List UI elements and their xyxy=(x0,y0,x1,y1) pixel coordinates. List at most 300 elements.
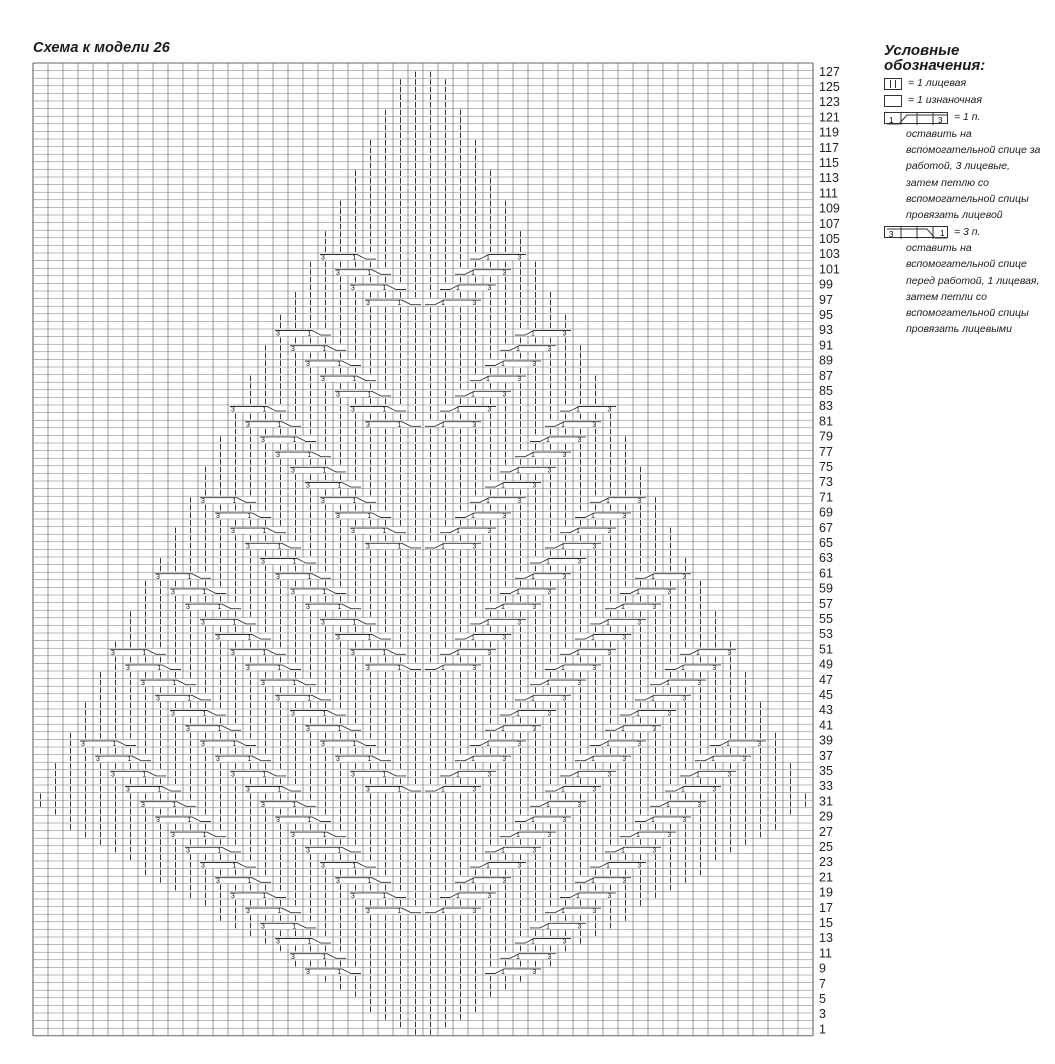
row-number: 87 xyxy=(819,368,833,383)
cable-label-1: 1 xyxy=(516,832,520,840)
cable-label-1: 1 xyxy=(636,832,640,840)
cable-label-3: 3 xyxy=(547,589,552,596)
cable-label-3: 3 xyxy=(336,269,340,277)
cable-label-3: 3 xyxy=(502,269,507,277)
row-number: 31 xyxy=(819,794,833,809)
row-number: 35 xyxy=(819,764,833,778)
cable-label-3: 3 xyxy=(727,649,732,657)
cable-label-3: 3 xyxy=(321,741,325,748)
legend-title: Условные обозначения: xyxy=(884,42,986,74)
cable-label-1: 1 xyxy=(247,877,252,885)
cable-label-1: 1 xyxy=(277,665,282,672)
row-number: 127 xyxy=(819,64,840,79)
cable-label-3: 3 xyxy=(592,421,597,429)
cable-right-icon-label-1: 1 xyxy=(940,228,945,238)
knit-stitch-icon xyxy=(884,78,902,90)
cable-label-3: 3 xyxy=(171,589,175,596)
row-number: 111 xyxy=(819,186,839,201)
legend-cable-right-text: = 3 п. xyxy=(954,225,981,238)
cable-label-1: 1 xyxy=(516,953,520,961)
cable-label-3: 3 xyxy=(186,604,190,612)
cable-label-3: 3 xyxy=(291,953,295,961)
cable-label-3: 3 xyxy=(607,893,612,900)
cable-label-3: 3 xyxy=(712,665,717,672)
cable-label-3: 3 xyxy=(562,452,567,460)
row-number: 125 xyxy=(819,80,840,94)
cable-label-1: 1 xyxy=(546,801,550,809)
cable-label-1: 1 xyxy=(202,589,207,596)
row-number: 65 xyxy=(819,536,833,550)
cable-label-3: 3 xyxy=(306,361,310,368)
cable-label-1: 1 xyxy=(651,695,655,703)
cable-label-1: 1 xyxy=(187,817,192,824)
cable-label-3: 3 xyxy=(502,513,507,520)
cable-label-1: 1 xyxy=(367,269,372,277)
cable-label-3: 3 xyxy=(727,771,732,779)
cable-label-1: 1 xyxy=(322,589,327,596)
cable-label-3: 3 xyxy=(697,680,702,688)
cable-label-3: 3 xyxy=(156,817,160,824)
cable-label-3: 3 xyxy=(517,376,522,384)
cable-label-3: 3 xyxy=(472,786,477,794)
cable-label-1: 1 xyxy=(307,695,312,703)
cable-label-3: 3 xyxy=(351,528,355,536)
cable-label-1: 1 xyxy=(576,649,580,657)
cable-label-3: 3 xyxy=(652,604,657,612)
cable-label-1: 1 xyxy=(397,786,402,794)
cable-label-1: 1 xyxy=(441,421,445,429)
cable-label-3: 3 xyxy=(216,756,220,764)
cable-label-3: 3 xyxy=(261,680,265,688)
cable-label-3: 3 xyxy=(156,573,160,581)
cable-left-icon-label-3: 3 xyxy=(938,115,943,125)
cable-label-1: 1 xyxy=(486,741,490,748)
cable-label-3: 3 xyxy=(532,847,537,855)
cable-label-3: 3 xyxy=(351,893,355,900)
cable-label-1: 1 xyxy=(681,786,685,794)
row-number: 95 xyxy=(819,308,833,322)
cable-label-3: 3 xyxy=(532,725,537,733)
cable-label-1: 1 xyxy=(217,725,222,733)
cable-label-3: 3 xyxy=(216,877,220,885)
cable-label-1: 1 xyxy=(397,300,402,308)
cable-label-1: 1 xyxy=(531,938,535,946)
cable-label-1: 1 xyxy=(232,741,237,748)
cable-label-1: 1 xyxy=(441,786,445,794)
cable-label-3: 3 xyxy=(201,862,205,870)
cable-label-1: 1 xyxy=(202,710,207,718)
row-number: 79 xyxy=(819,429,833,444)
cable-label-1: 1 xyxy=(337,604,342,612)
cable-label-3: 3 xyxy=(321,376,325,384)
cable-label-1: 1 xyxy=(397,908,402,916)
cable-label-1: 1 xyxy=(726,741,730,748)
row-number: 15 xyxy=(819,916,833,930)
cable-label-3: 3 xyxy=(472,665,477,672)
cable-label-1: 1 xyxy=(456,893,460,900)
cable-label-1: 1 xyxy=(666,680,670,688)
cable-label-3: 3 xyxy=(487,649,492,657)
cable-label-3: 3 xyxy=(517,254,522,262)
cable-label-1: 1 xyxy=(471,634,475,642)
cable-left-icon xyxy=(884,112,948,124)
cable-label-3: 3 xyxy=(306,604,310,612)
cable-label-3: 3 xyxy=(547,710,552,718)
cable-label-1: 1 xyxy=(531,452,535,460)
cable-label-1: 1 xyxy=(322,710,327,718)
cable-label-1: 1 xyxy=(456,771,460,779)
cable-label-1: 1 xyxy=(606,741,610,748)
cable-label-1: 1 xyxy=(471,756,475,764)
cable-label-3: 3 xyxy=(667,589,672,596)
row-number: 61 xyxy=(819,566,833,581)
cable-label-1: 1 xyxy=(367,756,372,764)
cable-label-3: 3 xyxy=(276,817,280,824)
cable-label-1: 1 xyxy=(397,421,402,429)
cable-label-1: 1 xyxy=(142,649,147,657)
row-number: 105 xyxy=(819,232,840,246)
cable-label-3: 3 xyxy=(652,847,657,855)
cable-label-1: 1 xyxy=(546,680,550,688)
cable-label-1: 1 xyxy=(591,756,595,764)
cable-label-3: 3 xyxy=(682,695,687,703)
cable-label-1: 1 xyxy=(382,771,387,779)
cable-label-1: 1 xyxy=(337,847,342,855)
cable-label-3: 3 xyxy=(351,285,355,292)
row-number: 47 xyxy=(819,672,833,687)
row-number: 119 xyxy=(819,125,839,140)
row-number: 99 xyxy=(819,277,833,292)
cable-label-1: 1 xyxy=(561,421,565,429)
cable-label-1: 1 xyxy=(456,285,460,292)
cable-label-3: 3 xyxy=(502,634,507,642)
cable-label-1: 1 xyxy=(636,710,640,718)
cable-label-3: 3 xyxy=(246,786,250,794)
cable-label-1: 1 xyxy=(352,862,357,870)
cable-label-1: 1 xyxy=(576,893,580,900)
cable-label-3: 3 xyxy=(261,801,265,809)
cable-label-3: 3 xyxy=(592,786,597,794)
cable-label-1: 1 xyxy=(516,467,520,475)
cable-label-3: 3 xyxy=(261,437,265,444)
cable-label-1: 1 xyxy=(292,923,297,931)
cable-label-1: 1 xyxy=(247,513,252,520)
legend-knit xyxy=(884,75,1044,92)
row-number: 109 xyxy=(819,201,840,216)
cable-label-1: 1 xyxy=(486,619,490,627)
row-number: 3 xyxy=(819,1007,826,1022)
cable-label-3: 3 xyxy=(366,908,370,916)
cable-label-1: 1 xyxy=(277,543,282,551)
cable-label-3: 3 xyxy=(291,589,295,596)
row-number: 91 xyxy=(819,338,833,353)
legend-cable-right xyxy=(884,223,1044,240)
cable-label-1: 1 xyxy=(322,953,327,961)
cable-label-3: 3 xyxy=(517,741,522,748)
cable-label-1: 1 xyxy=(397,665,402,672)
cable-label-3: 3 xyxy=(577,923,582,931)
cable-label-3: 3 xyxy=(472,421,477,429)
cable-label-1: 1 xyxy=(576,406,580,414)
row-number: 41 xyxy=(819,718,833,733)
cable-label-1: 1 xyxy=(606,497,610,505)
cable-label-1: 1 xyxy=(711,756,715,764)
cable-label-1: 1 xyxy=(382,528,387,536)
row-number: 103 xyxy=(819,247,840,262)
cable-label-1: 1 xyxy=(531,695,535,703)
row-number: 7 xyxy=(819,976,826,991)
row-number: 97 xyxy=(819,292,833,307)
cable-label-1: 1 xyxy=(531,330,535,338)
row-number: 101 xyxy=(819,262,840,277)
cable-label-3: 3 xyxy=(682,817,687,824)
cable-label-3: 3 xyxy=(336,634,340,642)
cable-label-3: 3 xyxy=(261,923,265,931)
cable-label-1: 1 xyxy=(516,345,520,353)
cable-label-3: 3 xyxy=(532,969,537,976)
cable-label-1: 1 xyxy=(456,406,460,414)
cable-label-1: 1 xyxy=(232,497,237,505)
cable-label-3: 3 xyxy=(366,786,370,794)
cable-label-1: 1 xyxy=(112,741,117,748)
cable-label-1: 1 xyxy=(322,832,327,840)
cable-label-3: 3 xyxy=(487,771,492,779)
row-number: 69 xyxy=(819,505,833,520)
row-number: 107 xyxy=(819,216,840,231)
cable-label-1: 1 xyxy=(202,832,207,840)
cable-label-3: 3 xyxy=(607,771,612,779)
cable-label-3: 3 xyxy=(697,801,702,809)
row-number: 113 xyxy=(819,171,839,186)
cable-label-1: 1 xyxy=(621,847,625,855)
cable-label-1: 1 xyxy=(262,893,267,900)
row-number: 73 xyxy=(819,475,833,490)
purl-stitch-icon xyxy=(884,95,902,107)
cable-label-3: 3 xyxy=(742,756,747,764)
cable-label-3: 3 xyxy=(562,695,567,703)
cable-label-3: 3 xyxy=(111,649,115,657)
cable-label-3: 3 xyxy=(667,832,672,840)
cable-label-3: 3 xyxy=(291,710,295,718)
cable-label-1: 1 xyxy=(382,285,387,292)
row-number: 51 xyxy=(819,642,833,657)
cable-label-3: 3 xyxy=(487,893,492,900)
row-number: 59 xyxy=(819,581,833,596)
cable-label-1: 1 xyxy=(217,604,222,612)
cable-label-1: 1 xyxy=(471,513,475,520)
cable-label-3: 3 xyxy=(547,467,552,475)
cable-label-1: 1 xyxy=(636,589,640,596)
cable-label-3: 3 xyxy=(472,300,477,308)
row-number: 85 xyxy=(819,384,833,398)
cable-label-1: 1 xyxy=(681,665,685,672)
cable-label-1: 1 xyxy=(501,361,505,368)
cable-label-3: 3 xyxy=(637,862,642,870)
cable-label-3: 3 xyxy=(276,452,280,460)
cable-label-3: 3 xyxy=(246,543,250,551)
cable-label-3: 3 xyxy=(622,634,627,642)
cable-label-3: 3 xyxy=(171,710,175,718)
cable-label-3: 3 xyxy=(547,953,552,961)
row-number: 5 xyxy=(819,992,826,1006)
legend-purl xyxy=(884,92,1044,109)
cable-label-3: 3 xyxy=(231,649,235,657)
cable-label-1: 1 xyxy=(307,573,312,581)
cable-label-3: 3 xyxy=(276,938,280,946)
row-number: 49 xyxy=(819,657,833,672)
row-number: 1 xyxy=(819,1022,826,1037)
cable-label-1: 1 xyxy=(337,482,342,490)
cable-label-1: 1 xyxy=(576,771,580,779)
cable-label-3: 3 xyxy=(336,513,340,520)
cable-label-3: 3 xyxy=(261,558,265,566)
cable-label-1: 1 xyxy=(262,528,267,536)
cable-label-1: 1 xyxy=(651,573,655,581)
cable-label-1: 1 xyxy=(501,725,505,733)
cable-label-1: 1 xyxy=(322,467,327,475)
cable-label-3: 3 xyxy=(276,330,280,338)
cable-label-1: 1 xyxy=(576,528,580,536)
cable-label-1: 1 xyxy=(651,817,655,824)
cable-label-3: 3 xyxy=(517,497,522,505)
cable-label-1: 1 xyxy=(322,345,327,353)
cable-label-1: 1 xyxy=(247,634,252,642)
cable-label-3: 3 xyxy=(607,406,612,414)
cable-label-1: 1 xyxy=(307,452,312,460)
cable-label-1: 1 xyxy=(367,877,372,885)
cable-label-1: 1 xyxy=(187,573,192,581)
cable-label-1: 1 xyxy=(666,801,670,809)
cable-label-3: 3 xyxy=(231,771,235,779)
cable-label-1: 1 xyxy=(247,756,252,764)
cable-label-1: 1 xyxy=(531,817,535,824)
cable-label-1: 1 xyxy=(337,725,342,733)
cable-label-1: 1 xyxy=(591,877,595,885)
row-number: 77 xyxy=(819,444,833,459)
chart-title: Схема к модели 26 xyxy=(33,40,170,56)
cable-label-3: 3 xyxy=(622,877,627,885)
cable-label-3: 3 xyxy=(562,330,567,338)
cable-label-3: 3 xyxy=(201,741,205,748)
cable-label-1: 1 xyxy=(591,634,595,642)
cable-label-3: 3 xyxy=(562,938,567,946)
cable-label-1: 1 xyxy=(352,497,357,505)
cable-label-3: 3 xyxy=(246,908,250,916)
row-number: 45 xyxy=(819,688,833,702)
cable-label-1: 1 xyxy=(367,391,372,399)
cable-label-3: 3 xyxy=(517,862,522,870)
cable-label-3: 3 xyxy=(321,619,325,627)
cable-label-3: 3 xyxy=(637,619,642,627)
cable-label-1: 1 xyxy=(441,665,445,672)
cable-label-3: 3 xyxy=(366,543,370,551)
cable-label-3: 3 xyxy=(126,665,130,672)
cable-label-3: 3 xyxy=(502,391,507,399)
row-number: 29 xyxy=(819,809,833,824)
legend-cable-right-desc: оставить на вспомогательной спице перед работой, 1 лицевая, затем петли со вспомогательной спицы провязать лицевыми xyxy=(906,242,1040,336)
cable-label-1: 1 xyxy=(382,893,387,900)
cable-label-1: 1 xyxy=(397,543,402,551)
cable-label-3: 3 xyxy=(577,801,582,809)
cable-label-3: 3 xyxy=(547,345,552,353)
cable-label-3: 3 xyxy=(141,680,145,688)
cable-label-1: 1 xyxy=(486,376,490,384)
cable-label-3: 3 xyxy=(562,573,567,581)
row-number: 37 xyxy=(819,748,833,763)
cable-label-3: 3 xyxy=(472,908,477,916)
cable-label-1: 1 xyxy=(172,680,177,688)
cable-label-1: 1 xyxy=(292,801,297,809)
row-number: 23 xyxy=(819,855,833,870)
cable-label-1: 1 xyxy=(277,908,282,916)
row-number: 55 xyxy=(819,612,833,626)
cable-label-3: 3 xyxy=(231,528,235,536)
cable-label-3: 3 xyxy=(652,725,657,733)
cable-label-3: 3 xyxy=(111,771,115,779)
cable-label-3: 3 xyxy=(637,497,642,505)
cable-label-1: 1 xyxy=(561,543,565,551)
cable-label-3: 3 xyxy=(351,649,355,657)
cable-label-1: 1 xyxy=(172,801,177,809)
cable-label-1: 1 xyxy=(232,862,237,870)
cable-label-1: 1 xyxy=(292,558,297,566)
cable-label-1: 1 xyxy=(187,695,192,703)
cable-label-1: 1 xyxy=(441,543,445,551)
row-number: 81 xyxy=(819,414,833,429)
cable-label-3: 3 xyxy=(517,619,522,627)
row-number: 39 xyxy=(819,733,833,748)
cable-label-3: 3 xyxy=(96,756,100,764)
row-number: 27 xyxy=(819,824,833,839)
cable-label-1: 1 xyxy=(606,619,610,627)
cable-label-3: 3 xyxy=(246,665,250,672)
cable-label-1: 1 xyxy=(337,361,342,368)
cable-label-3: 3 xyxy=(366,665,370,672)
cable-label-1: 1 xyxy=(382,406,387,414)
cable-label-3: 3 xyxy=(366,421,370,429)
cable-left-icon-label-1: 1 xyxy=(889,115,894,125)
cable-label-1: 1 xyxy=(561,908,565,916)
row-number: 9 xyxy=(819,961,826,976)
cable-label-1: 1 xyxy=(471,877,475,885)
cable-label-3: 3 xyxy=(366,300,370,308)
cable-label-3: 3 xyxy=(577,680,582,688)
cable-label-3: 3 xyxy=(622,756,627,764)
cable-label-3: 3 xyxy=(547,832,552,840)
cable-label-3: 3 xyxy=(231,406,235,414)
cable-label-1: 1 xyxy=(591,513,595,520)
cable-label-3: 3 xyxy=(351,406,355,414)
cable-label-3: 3 xyxy=(487,528,492,536)
cable-label-1: 1 xyxy=(606,862,610,870)
cable-label-3: 3 xyxy=(201,619,205,627)
cable-label-3: 3 xyxy=(186,725,190,733)
legend-purl-text: = 1 изнаночная xyxy=(908,94,982,107)
cable-label-3: 3 xyxy=(682,573,687,581)
row-number: 57 xyxy=(819,596,833,611)
cable-label-3: 3 xyxy=(231,893,235,900)
cable-label-3: 3 xyxy=(321,862,325,870)
cable-label-3: 3 xyxy=(306,482,310,490)
cable-label-3: 3 xyxy=(276,573,280,581)
cable-label-1: 1 xyxy=(127,756,132,764)
row-number: 33 xyxy=(819,779,833,794)
row-number: 63 xyxy=(819,551,833,566)
cable-label-1: 1 xyxy=(471,269,475,277)
cable-label-1: 1 xyxy=(501,604,505,612)
cable-label-1: 1 xyxy=(142,771,147,779)
row-number: 83 xyxy=(819,399,833,414)
